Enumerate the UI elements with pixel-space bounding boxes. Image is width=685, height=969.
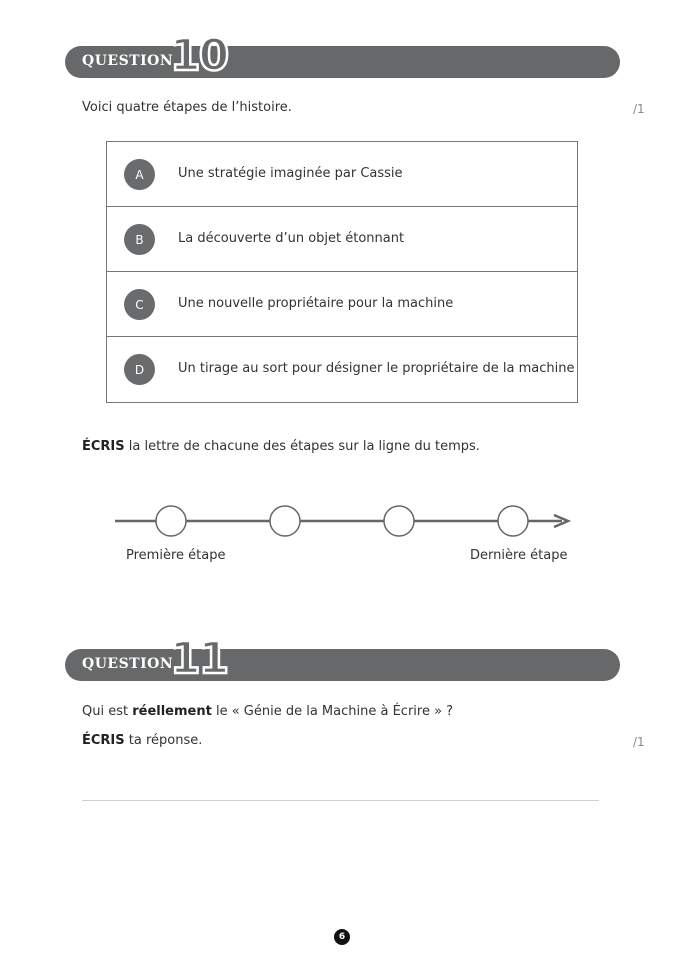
choice-letter-badge: D	[124, 354, 155, 385]
choice-row	[107, 207, 577, 272]
question-11-instruction	[82, 733, 202, 748]
question-10-header	[65, 30, 620, 81]
choice-row	[107, 272, 577, 337]
choice-text: La découverte d’un objet étonnant	[178, 231, 405, 246]
choice-text: Une nouvelle propriétaire pour la machine	[178, 296, 454, 311]
timeline-answer-slot-4[interactable]	[498, 506, 528, 536]
prompt-emphasis: réellement	[132, 704, 212, 719]
choice-letter-badge: B	[124, 224, 155, 255]
choice-letter-badge: A	[124, 159, 155, 190]
question-number: 10	[170, 30, 228, 81]
timeline-last-label: Dernière étape	[470, 548, 568, 563]
question-10-instruction	[82, 439, 480, 454]
instruction-verb: ÉCRIS	[82, 733, 125, 748]
question-number: 11	[170, 633, 228, 684]
question-11-prompt	[82, 704, 453, 719]
question-10-intro: Voici quatre étapes de l’histoire.	[82, 100, 292, 115]
choice-text: Une stratégie imaginée par Cassie	[178, 166, 403, 181]
timeline-first-label: Première étape	[126, 548, 226, 563]
choice-letter-badge: C	[124, 289, 155, 320]
prompt-end: le « Génie de la Machine à Écrire » ?	[211, 704, 454, 719]
instruction-text: ta réponse.	[124, 733, 203, 748]
question-11-header	[65, 633, 620, 684]
choice-row	[107, 142, 577, 207]
timeline-answer-slot-1[interactable]	[156, 506, 186, 536]
instruction-verb: ÉCRIS	[82, 439, 125, 454]
instruction-text: la lettre de chacune des étapes sur la ligne du temps.	[124, 439, 480, 454]
question-10-score: /1	[633, 102, 645, 116]
question-label: QUESTION	[82, 53, 174, 69]
question-11-score: /1	[633, 735, 645, 749]
timeline-answer-slot-2[interactable]	[270, 506, 300, 536]
question-label: QUESTION	[82, 656, 174, 672]
answer-line[interactable]	[82, 800, 599, 801]
choice-text: Un tirage au sort pour désigner le propriétaire de la machine	[178, 361, 575, 376]
choice-row	[107, 337, 577, 402]
choices-table	[106, 141, 578, 403]
page-number: 6	[334, 929, 350, 945]
prompt-start: Qui est	[82, 704, 133, 719]
timeline-answer-slot-3[interactable]	[384, 506, 414, 536]
timeline	[0, 495, 685, 555]
